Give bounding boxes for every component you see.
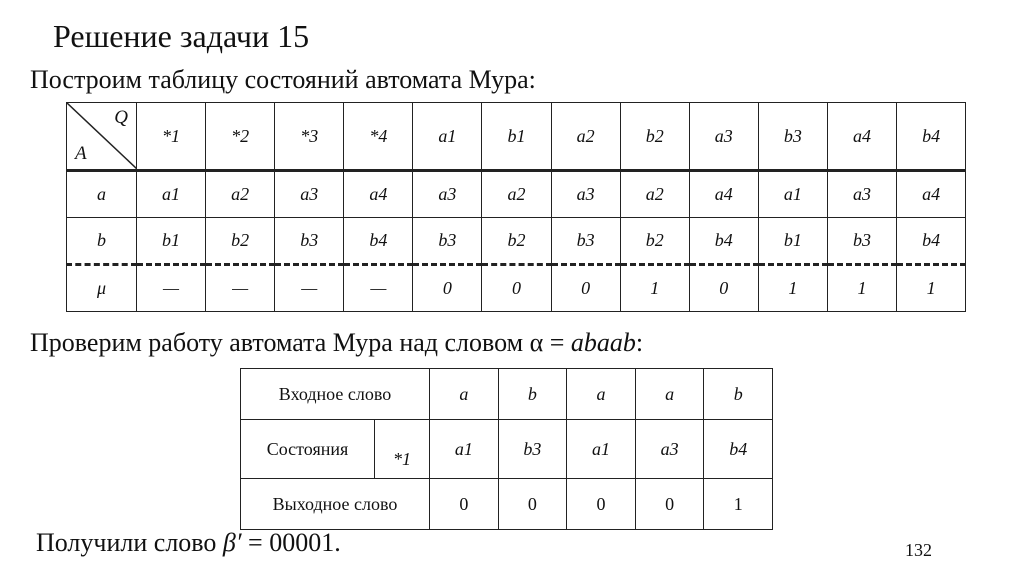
- transition-cell: a1: [758, 171, 827, 218]
- output-cell: —: [137, 265, 206, 312]
- check-heading: [30, 325, 643, 361]
- state-cell: a1: [430, 420, 499, 479]
- output-symbol-cell: 0: [635, 479, 704, 530]
- output-cell: 0: [689, 265, 758, 312]
- output-cell: —: [206, 265, 275, 312]
- input-word-label: Входное слово: [241, 369, 430, 420]
- output-cell: —: [275, 265, 344, 312]
- output-cell: 0: [482, 265, 551, 312]
- slide-title: Решение задачи 15: [53, 18, 310, 54]
- state-cell: b4: [704, 420, 773, 479]
- output-word-row: [241, 479, 773, 530]
- transition-cell: a4: [344, 171, 413, 218]
- page-number: 132: [905, 540, 932, 560]
- input-symbol-cell: b: [704, 369, 773, 420]
- states-label: Состояния: [241, 420, 375, 479]
- transition-cell: a3: [275, 171, 344, 218]
- moore-corner-cell: [67, 103, 137, 171]
- state-cell: b3: [498, 420, 567, 479]
- beta-symbol: β′: [222, 528, 242, 557]
- moore-header-row: [67, 103, 966, 171]
- transition-cell: a3: [551, 171, 620, 218]
- transition-cell: b4: [344, 218, 413, 265]
- transition-cell: a4: [897, 171, 966, 218]
- input-symbol-cell: a: [635, 369, 704, 420]
- state-header: a4: [827, 103, 896, 171]
- output-cell: 0: [551, 265, 620, 312]
- state-header: a3: [689, 103, 758, 171]
- output-cell: 0: [413, 265, 482, 312]
- input-word-row: [241, 369, 773, 420]
- input-symbol-cell: b: [498, 369, 567, 420]
- output-symbol-cell: 1: [704, 479, 773, 530]
- state-cell: a1: [567, 420, 636, 479]
- transition-cell: b1: [758, 218, 827, 265]
- state-header: b4: [897, 103, 966, 171]
- state-header: b1: [482, 103, 551, 171]
- transition-cell: b1: [137, 218, 206, 265]
- state-header: a2: [551, 103, 620, 171]
- state-header: b2: [620, 103, 689, 171]
- input-symbol-cell: a: [430, 369, 499, 420]
- result-prefix: Получили слово: [36, 528, 223, 557]
- state-header: *2: [206, 103, 275, 171]
- transition-cell: b3: [551, 218, 620, 265]
- corner-a-label: A: [75, 143, 87, 164]
- moore-output-row: [67, 265, 966, 312]
- check-word: abaab: [570, 328, 636, 357]
- input-symbol-cell: a: [567, 369, 636, 420]
- result-suffix: = 00001.: [241, 528, 341, 557]
- state-header: b3: [758, 103, 827, 171]
- alpha-symbol: α: [529, 328, 544, 357]
- transition-cell: b2: [206, 218, 275, 265]
- transition-cell: a2: [620, 171, 689, 218]
- transition-cell: b4: [689, 218, 758, 265]
- transition-cell: a3: [827, 171, 896, 218]
- moore-state-table: [66, 102, 966, 312]
- initial-state-cell: *1: [375, 420, 430, 479]
- state-header: a1: [413, 103, 482, 171]
- transition-cell: b2: [482, 218, 551, 265]
- output-symbol-cell: 0: [498, 479, 567, 530]
- transition-cell: b3: [413, 218, 482, 265]
- input-symbol: b: [67, 218, 137, 265]
- state-cell: a3: [635, 420, 704, 479]
- output-cell: 1: [758, 265, 827, 312]
- result-line: [36, 525, 341, 561]
- output-cell: 1: [827, 265, 896, 312]
- transition-cell: b2: [620, 218, 689, 265]
- corner-q-label: Q: [114, 107, 128, 128]
- state-header: *4: [344, 103, 413, 171]
- output-label: μ: [67, 265, 137, 312]
- state-header: *3: [275, 103, 344, 171]
- check-prefix: Проверим работу автомата Мура над словом: [30, 328, 530, 357]
- transition-cell: a3: [413, 171, 482, 218]
- output-cell: 1: [897, 265, 966, 312]
- moore-transition-row: [67, 171, 966, 218]
- transition-cell: a2: [206, 171, 275, 218]
- moore-transition-row: [67, 218, 966, 265]
- check-suffix: :: [635, 328, 644, 357]
- transition-cell: a4: [689, 171, 758, 218]
- check-equals: =: [543, 328, 571, 357]
- state-header: *1: [137, 103, 206, 171]
- transition-cell: a2: [482, 171, 551, 218]
- transition-cell: b4: [897, 218, 966, 265]
- transition-cell: b3: [275, 218, 344, 265]
- input-symbol: a: [67, 171, 137, 218]
- output-word-label: Выходное слово: [241, 479, 430, 530]
- output-symbol-cell: 0: [567, 479, 636, 530]
- states-row: [241, 420, 773, 479]
- transition-cell: a1: [137, 171, 206, 218]
- output-cell: 1: [620, 265, 689, 312]
- transition-cell: b3: [827, 218, 896, 265]
- output-symbol-cell: 0: [430, 479, 499, 530]
- output-cell: —: [344, 265, 413, 312]
- moore-table-heading: Построим таблицу состояний автомата Мура:: [30, 65, 536, 94]
- run-table: [240, 368, 773, 530]
